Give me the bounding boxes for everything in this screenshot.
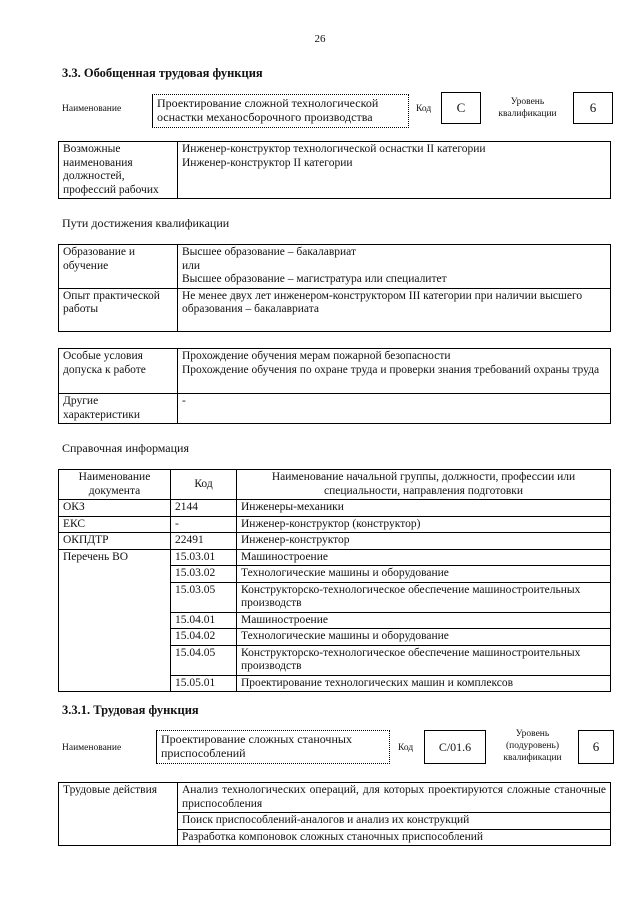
ref-title: Справочная информация: [62, 441, 189, 455]
positions-table: [58, 141, 611, 199]
table-row: [59, 516, 611, 533]
actions-label: Трудовые действия: [59, 783, 178, 846]
row-name: Технологические машины и оборудование: [237, 566, 611, 583]
row-name: Технологические машины и оборудование: [237, 629, 611, 646]
row-name: Проектирование технологических машин и комплексов: [237, 675, 611, 692]
positions-values: [178, 142, 611, 199]
special-line: Прохождение обучения по охране труда и проверки знания требований охраны труда: [182, 363, 600, 376]
header-name: Наименование начальной группы, должности, профессии или специальности, направления подготовки: [237, 470, 611, 500]
name-label: Наименование: [62, 104, 122, 114]
table-row: [59, 549, 611, 566]
position-item: Инженер-конструктор II категории: [182, 156, 353, 169]
name-label-2: Наименование: [62, 743, 122, 753]
row-code: 15.03.01: [171, 549, 237, 566]
other-value: -: [178, 394, 611, 424]
row-code: 15.04.02: [171, 629, 237, 646]
conditions-table: [58, 348, 611, 424]
subsection-title: 3.3.1. Трудовая функция: [62, 703, 199, 717]
row-code: -: [171, 516, 237, 533]
education-line: Высшее образование – бакалавриат: [182, 246, 356, 258]
paths-title: Пути достижения квалификации: [62, 216, 230, 230]
education-values: [178, 245, 611, 289]
experience-value: Не менее двух лет инженером-конструктором III категории при наличии высшего образования – бакалавриата: [178, 288, 611, 331]
row-code: 15.04.05: [171, 645, 237, 675]
code-value: C: [441, 92, 481, 124]
row-name: Инженеры-механики: [237, 500, 611, 517]
other-label: Другие характеристики: [59, 394, 178, 424]
page-number: 26: [314, 33, 326, 45]
position-item: Инженер-конструктор технологической оснастки II категории: [182, 143, 486, 155]
header-doc: Наименование документа: [59, 470, 171, 500]
row-name: Машиностроение: [237, 549, 611, 566]
row-code: 15.04.01: [171, 612, 237, 629]
row-code: 15.03.05: [171, 582, 237, 612]
row-doc: Перечень ВО: [59, 549, 171, 692]
education-table: [58, 244, 611, 332]
level-value: 6: [573, 92, 613, 124]
education-line: или: [182, 259, 201, 272]
section-title: 3.3. Обобщенная трудовая функция: [62, 66, 263, 80]
code-label: Код: [416, 104, 432, 114]
education-line: Высшее образование – магистратура или специалитет: [182, 273, 447, 285]
row-code: 2144: [171, 500, 237, 517]
header-code: Код: [171, 470, 237, 500]
table-row: [59, 500, 611, 517]
actions-table: [58, 782, 611, 846]
positions-label: Возможные наименования должностей, профессий рабочих: [59, 142, 178, 199]
row-doc: ОКПДТР: [59, 533, 171, 550]
code-label-2: Код: [398, 743, 414, 753]
reference-table: [58, 469, 611, 692]
row-code: 15.03.02: [171, 566, 237, 583]
experience-label: Опыт практической работы: [59, 288, 178, 331]
row-code: 15.05.01: [171, 675, 237, 692]
row-name: Инженер-конструктор (конструктор): [237, 516, 611, 533]
special-line: Прохождение обучения мерам пожарной безопасности: [182, 350, 451, 362]
action-item: Анализ технологических операций, для которых проектируются сложные станочные приспособления: [178, 783, 611, 813]
row-code: 22491: [171, 533, 237, 550]
code-value-2: C/01.6: [424, 730, 486, 764]
level-value-2: 6: [578, 730, 614, 764]
education-label: Образование и обучение: [59, 245, 178, 289]
row-name: Инженер-конструктор: [237, 533, 611, 550]
action-item: Разработка компоновок сложных станочных приспособлений: [178, 829, 611, 846]
row-name: Машиностроение: [237, 612, 611, 629]
row-name: Конструкторско-технологическое обеспечение машиностроительных производств: [237, 582, 611, 612]
table-row: [59, 533, 611, 550]
special-label: Особые условия допуска к работе: [59, 349, 178, 394]
row-doc: ОКЗ: [59, 500, 171, 517]
level-label-2: Уровень (подуровень) квалификации: [503, 729, 562, 763]
function-name-value-2: Проектирование сложных станочных приспособлений: [156, 730, 390, 764]
level-label: Уровень квалификации: [498, 97, 557, 119]
action-item: Поиск приспособлений-аналогов и анализ их конструкций: [178, 813, 611, 830]
row-doc: ЕКС: [59, 516, 171, 533]
special-values: [178, 349, 611, 394]
function-name-value: Проектирование сложной технологической оснастки механосборочного производства: [152, 94, 409, 128]
row-name: Конструкторско-технологическое обеспечение машиностроительных производств: [237, 645, 611, 675]
